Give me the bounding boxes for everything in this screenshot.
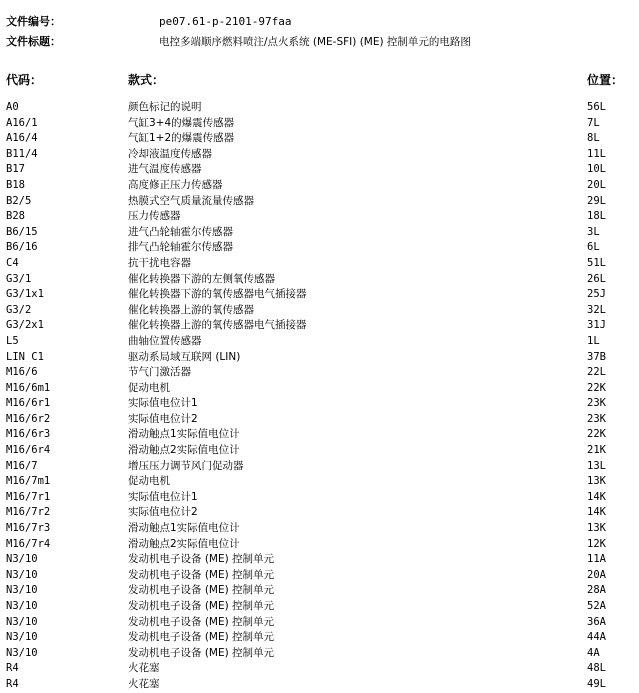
row-code: M16/6r2 — [6, 412, 51, 425]
table-row — [0, 552, 639, 568]
row-position: 22L — [587, 366, 606, 379]
table-row — [0, 131, 639, 147]
row-code: N3/10 — [6, 553, 38, 566]
row-code: N3/10 — [6, 568, 38, 581]
row-code: L5 — [6, 334, 19, 347]
row-code: M16/6 — [6, 366, 38, 379]
row-model: 热膜式空气质量流量传感器 — [128, 194, 254, 207]
row-code: N3/10 — [6, 646, 38, 659]
row-model: 实际值电位计1 — [128, 490, 198, 503]
row-position: 18L — [587, 210, 606, 223]
file-title-value: 电控多端顺序燃料喷注/点火系统 (ME-SFI) (ME) 控制单元的电路图 — [159, 36, 471, 48]
table-row — [0, 646, 639, 662]
row-code: C4 — [6, 256, 19, 269]
row-model: 气缸3+4的爆震传感器 — [128, 116, 235, 129]
row-code: M16/7m1 — [6, 475, 51, 488]
row-model: 压力传感器 — [128, 210, 181, 223]
row-model: 实际值电位计2 — [128, 506, 198, 519]
table-row — [0, 474, 639, 490]
row-code: M16/7 — [6, 459, 38, 472]
table-row — [0, 209, 639, 225]
row-model: 滑动触点2实际值电位计 — [128, 537, 240, 550]
row-position: 3L — [587, 225, 600, 238]
row-code: A16/1 — [6, 116, 38, 129]
row-position: 52A — [587, 600, 606, 612]
table-row — [0, 521, 639, 537]
table-row — [0, 412, 639, 428]
table-row — [0, 583, 639, 599]
table-row — [0, 459, 639, 475]
row-code: M16/7r4 — [6, 537, 51, 550]
row-model: 进气凸轮轴霍尔传感器 — [128, 225, 233, 238]
row-code: B6/16 — [6, 241, 38, 254]
table-row — [0, 162, 639, 178]
row-code: N3/10 — [6, 600, 38, 612]
row-position: 29L — [587, 194, 606, 207]
row-model: 冷却液温度传感器 — [128, 147, 212, 160]
table-row — [0, 568, 639, 584]
row-code: B2/5 — [6, 194, 32, 207]
row-position: 25J — [587, 288, 606, 301]
row-code: N3/10 — [6, 584, 38, 597]
row-code: G3/1 — [6, 272, 32, 285]
row-position: 56L — [587, 101, 606, 113]
row-position: 10L — [587, 163, 606, 176]
row-position: 8L — [587, 132, 600, 145]
row-position: 13K — [587, 522, 606, 535]
row-code: A0 — [6, 101, 19, 113]
row-model: 促动电机 — [128, 475, 170, 488]
row-position: 20A — [587, 568, 606, 581]
row-model: 发动机电子设备 (ME) 控制单元 — [128, 600, 275, 612]
row-position: 48L — [587, 662, 606, 675]
table-row — [0, 443, 639, 459]
table-row — [0, 537, 639, 553]
column-header-position: 位置： — [587, 73, 624, 87]
row-position: 14K — [587, 490, 606, 503]
row-model: 滑动触点2实际值电位计 — [128, 444, 240, 457]
row-code: G3/1x1 — [6, 288, 44, 301]
row-model: 催化转换器下游的左侧氧传感器 — [128, 272, 275, 285]
table-row — [0, 381, 639, 397]
row-code: M16/6m1 — [6, 381, 51, 394]
file-title-label: 文件标题： — [6, 35, 61, 48]
row-code: M16/6r1 — [6, 397, 51, 410]
row-position: 23K — [587, 412, 606, 425]
row-model: 曲轴位置传感器 — [128, 334, 202, 347]
row-position: 37B — [587, 350, 606, 363]
table-row — [0, 427, 639, 443]
row-model: 火花塞 — [128, 677, 160, 690]
table-row — [0, 147, 639, 163]
table-row — [0, 178, 639, 194]
row-code: B11/4 — [6, 147, 38, 160]
row-position: 49L — [587, 677, 606, 690]
table-row — [0, 116, 639, 132]
row-position: 22K — [587, 428, 606, 441]
table-row — [0, 225, 639, 241]
row-code: M16/6r4 — [6, 444, 51, 457]
row-code: A16/4 — [6, 132, 38, 145]
row-code: G3/2x1 — [6, 319, 44, 332]
row-model: 催化转换器下游的氧传感器电气插接器 — [128, 288, 307, 301]
row-position: 11L — [587, 147, 606, 160]
table-row — [0, 303, 639, 319]
table-row — [0, 334, 639, 350]
row-position: 51L — [587, 256, 606, 269]
row-code: B6/15 — [6, 225, 38, 238]
row-model: 实际值电位计2 — [128, 412, 198, 425]
row-code: N3/10 — [6, 631, 38, 644]
table-row — [0, 272, 639, 288]
row-position: 11A — [587, 553, 606, 566]
table-row — [0, 490, 639, 506]
row-position: 13L — [587, 459, 606, 472]
row-model: 催化转换器上游的氧传感器电气插接器 — [128, 319, 307, 332]
table-row — [0, 318, 639, 334]
row-model: 驱动系局域互联网 (LIN) — [128, 350, 241, 363]
row-position: 14K — [587, 506, 606, 519]
row-code: B17 — [6, 163, 25, 176]
table-row — [0, 194, 639, 210]
column-header-code: 代码： — [6, 73, 43, 87]
table-body — [0, 100, 639, 693]
row-position: 21K — [587, 444, 606, 457]
table-row — [0, 287, 639, 303]
table-row — [0, 240, 639, 256]
row-model: 发动机电子设备 (ME) 控制单元 — [128, 631, 275, 644]
file-number-label: 文件编号： — [6, 15, 61, 28]
row-model: 滑动触点1实际值电位计 — [128, 522, 240, 535]
table-row — [0, 100, 639, 116]
row-position: 26L — [587, 272, 606, 285]
row-position: 6L — [587, 241, 600, 254]
table-row — [0, 365, 639, 381]
row-model: 发动机电子设备 (ME) 控制单元 — [128, 584, 275, 597]
row-model: 发动机电子设备 (ME) 控制单元 — [128, 615, 275, 628]
table-header — [0, 72, 639, 88]
row-code: R4 — [6, 662, 19, 675]
row-code: M16/6r3 — [6, 428, 51, 441]
row-code: N3/10 — [6, 615, 38, 628]
table-row — [0, 677, 639, 693]
row-model: 抗干扰电容器 — [128, 256, 191, 269]
row-position: 1L — [587, 334, 600, 347]
row-model: 促动电机 — [128, 381, 170, 394]
table-row — [0, 615, 639, 631]
row-position: 32L — [587, 303, 606, 316]
row-model: 发动机电子设备 (ME) 控制单元 — [128, 646, 275, 659]
row-position: 4A — [587, 646, 600, 659]
table-row — [0, 396, 639, 412]
row-code: LIN C1 — [6, 350, 44, 363]
row-model: 高度修正压力传感器 — [128, 178, 223, 191]
row-model: 发动机电子设备 (ME) 控制单元 — [128, 553, 275, 566]
row-model: 实际值电位计1 — [128, 397, 198, 410]
table-row — [0, 630, 639, 646]
row-position: 36A — [587, 615, 606, 628]
row-model: 排气凸轮轴霍尔传感器 — [128, 241, 233, 254]
row-model: 滑动触点1实际值电位计 — [128, 428, 240, 441]
row-model: 节气门激活器 — [128, 366, 191, 379]
table-row — [0, 599, 639, 615]
file-number-value: pe07.61-p-2101-97faa — [159, 15, 292, 28]
row-model: 火花塞 — [128, 662, 160, 675]
row-position: 20L — [587, 178, 606, 191]
row-model: 气缸1+2的爆震传感器 — [128, 132, 235, 145]
row-position: 28A — [587, 584, 606, 597]
row-code: B28 — [6, 210, 25, 223]
row-model: 发动机电子设备 (ME) 控制单元 — [128, 568, 275, 581]
row-model: 颜色标记的说明 — [128, 101, 202, 113]
table-row — [0, 505, 639, 521]
row-code: G3/2 — [6, 303, 32, 316]
row-code: R4 — [6, 677, 19, 690]
table-row — [0, 661, 639, 677]
row-model: 进气温度传感器 — [128, 163, 202, 176]
row-position: 13K — [587, 475, 606, 488]
row-model: 增压压力调节风门促动器 — [128, 459, 244, 472]
table-row — [0, 350, 639, 366]
row-position: 23K — [587, 397, 606, 410]
row-code: M16/7r3 — [6, 522, 51, 535]
row-position: 31J — [587, 319, 606, 332]
row-position: 22K — [587, 381, 606, 394]
row-code: M16/7r2 — [6, 506, 51, 519]
table-row — [0, 256, 639, 272]
row-model: 催化转换器上游的氧传感器 — [128, 303, 254, 316]
row-position: 44A — [587, 631, 606, 644]
row-code: B18 — [6, 178, 25, 191]
row-position: 12K — [587, 537, 606, 550]
row-code: M16/7r1 — [6, 490, 51, 503]
column-header-model: 款式： — [128, 73, 165, 87]
row-position: 7L — [587, 116, 600, 129]
